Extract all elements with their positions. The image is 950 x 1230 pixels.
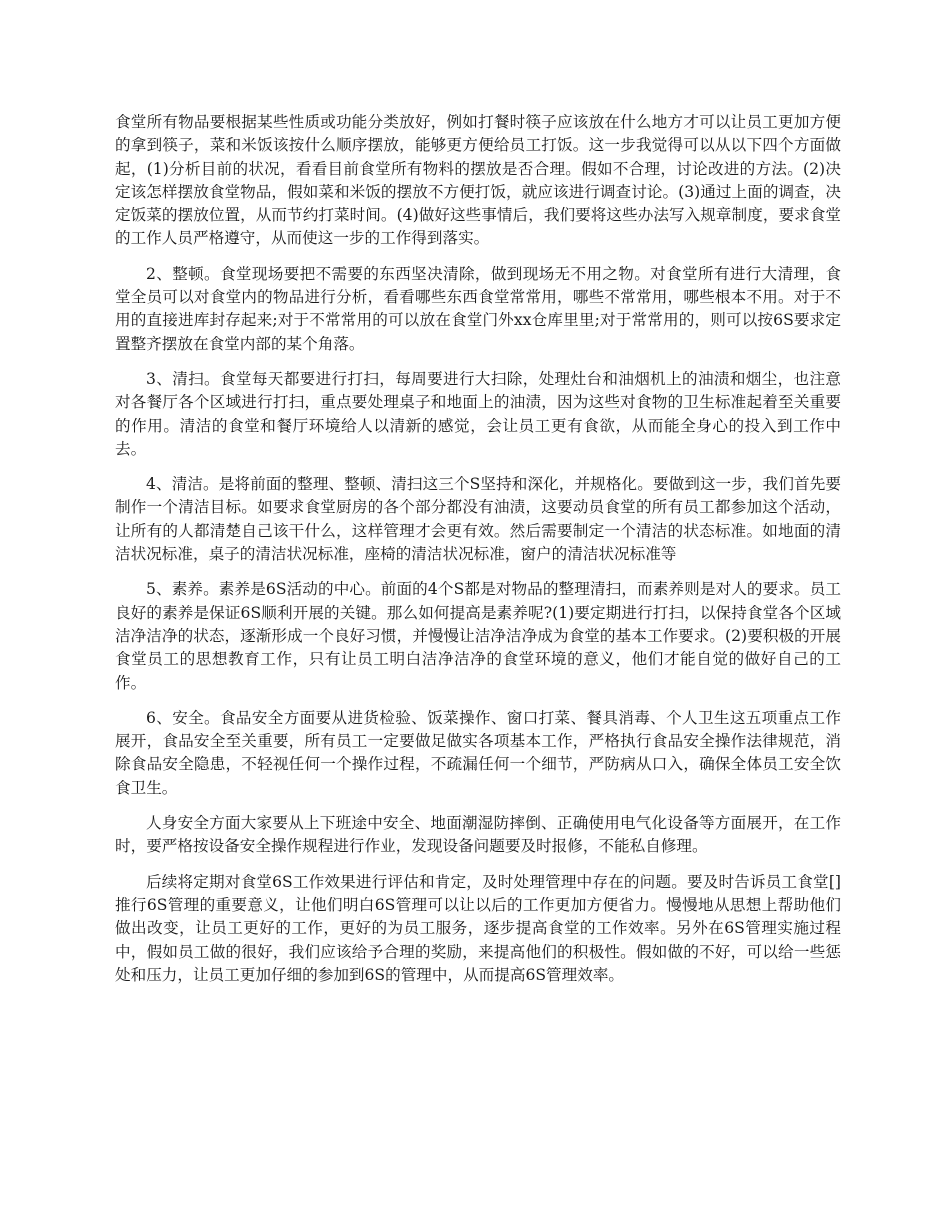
paragraph-sweep: 3、清扫。食堂每天都要进行打扫，每周要进行大扫除，处理灶台和油烟机上的油渍和烟尘，也注意对各餐厅各个区域进行打扫，重点要处理桌子和地面上的油渍，因为这些对食物的卫生标准起着至关重要的作用。清洁的食堂和餐厅环境给人以清新的感觉，会让员工更有食欲，从而能全身心的投入到工作中去。 xyxy=(115,369,841,458)
paragraph-clean: 4、清洁。是将前面的整理、整顿、清扫这三个S坚持和深化，并规格化。要做到这一步，我们首先要制作一个清洁目标。如要求食堂厨房的各个部分都没有油渍，这要动员食堂的所有员工都参加这个活动，让所有的人都清楚自己该干什么，这样管理才会更有效。然后需要制定一个清洁的状态标准。如地面的清洁状况标准，桌子的清洁状况标准，座椅的清洁状况标准，窗户的清洁状况标准等 xyxy=(115,475,841,564)
document-body xyxy=(115,111,841,999)
paragraph-follow-up: 后续将定期对食堂6S工作效果进行评估和肯定，及时处理管理中存在的问题。要及时告诉员工食堂[]推行6S管理的重要意义，让他们明白6S管理可以让以后的工作更加方便省力。慢慢地从思想上帮助他们做出改变，让员工更好的工作，更好的为员工服务，逐步提高食堂的工作效率。另外在6S管理实施过程中，假如员工做的很好，我们应该给予合理的奖励，来提高他们的积极性。假如做的不好，可以给一些惩处和压力，让员工更加仔细的参加到6S的管理中，从而提高6S管理效率。 xyxy=(115,872,841,984)
paragraph-discipline: 5、素养。素养是6S活动的中心。前面的4个S都是对物品的整理清扫，而素养则是对人的要求。员工良好的素养是保证6S顺利开展的关键。那么如何提高是素养呢?(1)要定期进行打扫，以保持食堂各个区域洁净洁净的状态，逐渐形成一个良好习惯，并慢慢让洁净洁净成为食堂的基本工作要求。(2)要积极的开展食堂员工的思想教育工作，只有让员工明白洁净洁净的食堂环境的意义，他们才能自觉的做好自己的工作。 xyxy=(115,580,841,692)
paragraph-arrangement: 食堂所有物品要根据某些性质或功能分类放好，例如打餐时筷子应该放在什么地方才可以让员工更加方便的拿到筷子，菜和米饭该按什么顺序摆放，能够更方便给员工打饭。这一步我觉得可以从以下四个方面做起，(1)分析目前的状况，看看目前食堂所有物料的摆放是否合理。假如不合理，讨论改进的方法。(2)决定该怎样摆放食堂物品，假如菜和米饭的摆放不方便打饭，就应该进行调查讨论。(3)通过上面的调查，决定饭菜的摆放位置，从而节约打菜时间。(4)做好这些事情后，我们要将这些办法写入规章制度，要求食堂的工作人员严格遵守，从而使这一步的工作得到落实。 xyxy=(115,113,841,248)
paragraph-rectify: 2、整顿。食堂现场要把不需要的东西坚决清除，做到现场无不用之物。对食堂所有进行大清理，食堂全员可以对食堂内的物品进行分析，看看哪些东西食堂常常用，哪些不常常用，哪些根本不用。对于不用的直接进库封存起来;对于不常常用的可以放在食堂门外xx仓库里里;对于常常用的，则可以按6S要求定置整齐摆放在食堂内部的某个角落。 xyxy=(115,264,841,353)
paragraph-safety: 6、安全。食品安全方面要从进货检验、饭菜操作、窗口打菜、餐具消毒、个人卫生这五项重点工作展开，食品安全至关重要，所有员工一定要做足做实各项基本工作，严格执行食品安全操作法律规范，消除食品安全隐患，不轻视任何一个操作过程，不疏漏任何一个细节，严防病从口入，确保全体员工安全饮食卫生。 xyxy=(115,708,841,797)
paragraph-personal-safety: 人身安全方面大家要从上下班途中安全、地面潮湿防摔倒、正确使用电气化设备等方面展开，在工作时，要严格按设备安全操作规程进行作业，发现设备问题要及时报修，不能私自修理。 xyxy=(115,814,841,856)
